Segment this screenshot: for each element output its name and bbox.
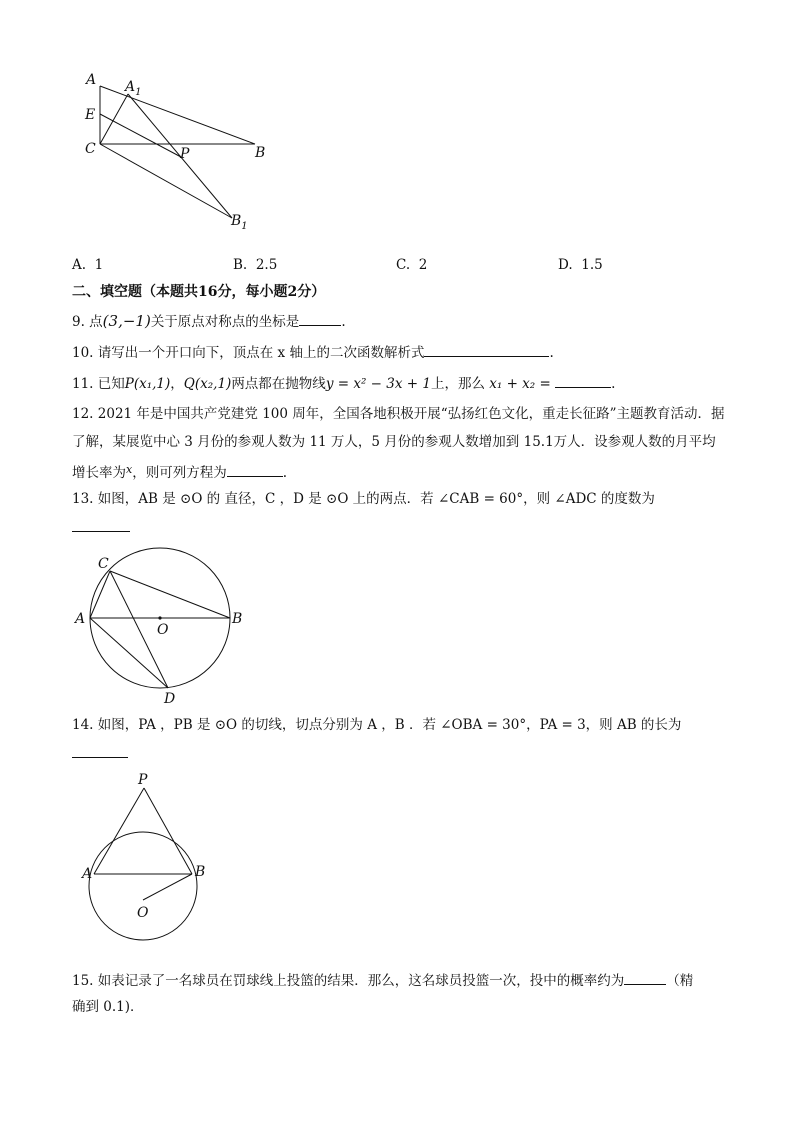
q10-text: 10. 请写出一个开口向下，顶点在 x 轴上的二次函数解析式 xyxy=(72,345,425,361)
q11-answer-blank[interactable] xyxy=(555,373,611,388)
label-A1: $A_1$ xyxy=(125,79,142,98)
q11-point-p: P(x₁,1) xyxy=(124,376,171,392)
label-B: B xyxy=(195,864,206,880)
q11-sep: ， xyxy=(170,376,184,392)
segment-AB xyxy=(100,86,255,144)
q10-answer-blank[interactable] xyxy=(424,342,549,357)
label-O: O xyxy=(137,905,149,921)
q15-answer-blank[interactable] xyxy=(624,970,666,985)
question-11 xyxy=(72,373,615,393)
question-12-line-1: 12. 2021 年是中国共产党建党 100 周年，全国各地积极开展“弘扬红色文化，重走长征路”主题教育活动．据 xyxy=(72,406,725,422)
q12-line3-prefix: 增长率为 xyxy=(72,465,126,481)
q11-after: 上，那么 xyxy=(430,376,485,392)
radius-OB xyxy=(143,874,192,900)
option-d xyxy=(558,256,603,274)
q15-prefix: 15. 如表记录了一名球员在罚球线上投篮的结果．那么，这名球员投篮一次，投中的概率约为 xyxy=(72,973,625,989)
q11-sum: x₁ + x₂ = xyxy=(489,376,551,392)
label-O: O xyxy=(157,622,169,638)
question-10 xyxy=(72,342,554,362)
tangent-PB xyxy=(144,788,192,874)
figure-circle-diameter xyxy=(70,540,250,710)
option-c-letter: C. xyxy=(396,257,411,273)
q12-variable: x xyxy=(126,463,133,476)
tangent-PA xyxy=(94,788,144,874)
option-b xyxy=(233,256,277,274)
option-d-value: 1.5 xyxy=(581,257,603,273)
q9-end: . xyxy=(341,314,346,330)
q12-line3-suffix: ，则可列方程为 xyxy=(132,465,227,481)
question-12-line-2: 了解，某展览中心 3 月份的参观人数为 11 万人，5 月份的参观人数增加到 15.1万人．设参观人数的月平均 xyxy=(72,434,716,450)
label-D: D xyxy=(164,691,176,707)
chord-AC xyxy=(90,571,110,618)
option-b-value: 2.5 xyxy=(255,257,278,273)
circle-o xyxy=(89,832,197,940)
q15-suffix: （精 xyxy=(666,973,694,989)
q12-end: . xyxy=(282,465,288,481)
segment-CB1 xyxy=(100,144,232,218)
q11-end: . xyxy=(611,376,616,392)
option-a-value: 1 xyxy=(94,257,104,273)
q13-answer-blank[interactable] xyxy=(72,531,130,532)
question-15-line-2: 确到 0.1)． xyxy=(72,999,144,1015)
label-C: C xyxy=(85,141,96,157)
option-d-letter: D. xyxy=(558,257,573,273)
label-B: B xyxy=(232,611,243,627)
question-9 xyxy=(72,311,346,331)
question-12-line-3 xyxy=(72,461,287,482)
q11-prefix: 11. 已知 xyxy=(72,376,125,392)
q9-point: (3,−1) xyxy=(102,312,151,330)
label-P: P xyxy=(180,146,190,162)
q11-mid: 两点都在抛物线 xyxy=(231,376,326,392)
label-C: C xyxy=(98,556,109,572)
center-point xyxy=(158,616,161,619)
option-c xyxy=(396,256,427,274)
figure-tangent-lines xyxy=(80,770,220,960)
question-13: 13. 如图，AB 是 ⊙O 的 直径，C ，D 是 ⊙O 上的两点．若 ∠CAB = 60°，则 ∠ADC 的度数为 xyxy=(72,491,655,507)
label-E: E xyxy=(85,107,96,123)
q10-end: . xyxy=(549,345,554,361)
option-b-letter: B. xyxy=(233,257,248,273)
option-a xyxy=(72,256,103,274)
figure-triangle-rotation xyxy=(80,70,280,240)
option-a-letter: A. xyxy=(72,257,87,273)
label-A: A xyxy=(75,611,86,627)
label-P: P xyxy=(138,772,148,788)
q9-answer-blank[interactable] xyxy=(299,311,341,326)
question-15-line-1 xyxy=(72,970,693,990)
q11-point-q: Q(x₂,1) xyxy=(183,376,232,392)
q11-equation: y = x² − 3x + 1 xyxy=(325,376,431,392)
section-heading: 二、填空题（本题共16分，每小题2分） xyxy=(72,284,326,300)
q12-answer-blank[interactable] xyxy=(227,462,283,477)
q9-suffix: 关于原点对称点的坐标是 xyxy=(150,314,300,330)
chord-CB xyxy=(110,571,230,618)
q14-answer-blank[interactable] xyxy=(72,757,128,758)
question-14: 14. 如图，PA ，PB 是 ⊙O 的切线，切点分别为 A ，B ．若 ∠OBA = 30°，PA = 3，则 AB 的长为 xyxy=(72,717,682,733)
label-B1: $B_1$ xyxy=(231,213,248,232)
option-c-value: 2 xyxy=(418,257,428,273)
label-A: A xyxy=(82,866,93,882)
segment-CA1 xyxy=(100,94,128,144)
label-B: B xyxy=(255,145,266,161)
q9-prefix: 9. 点 xyxy=(72,314,103,330)
label-A: A xyxy=(86,72,97,88)
